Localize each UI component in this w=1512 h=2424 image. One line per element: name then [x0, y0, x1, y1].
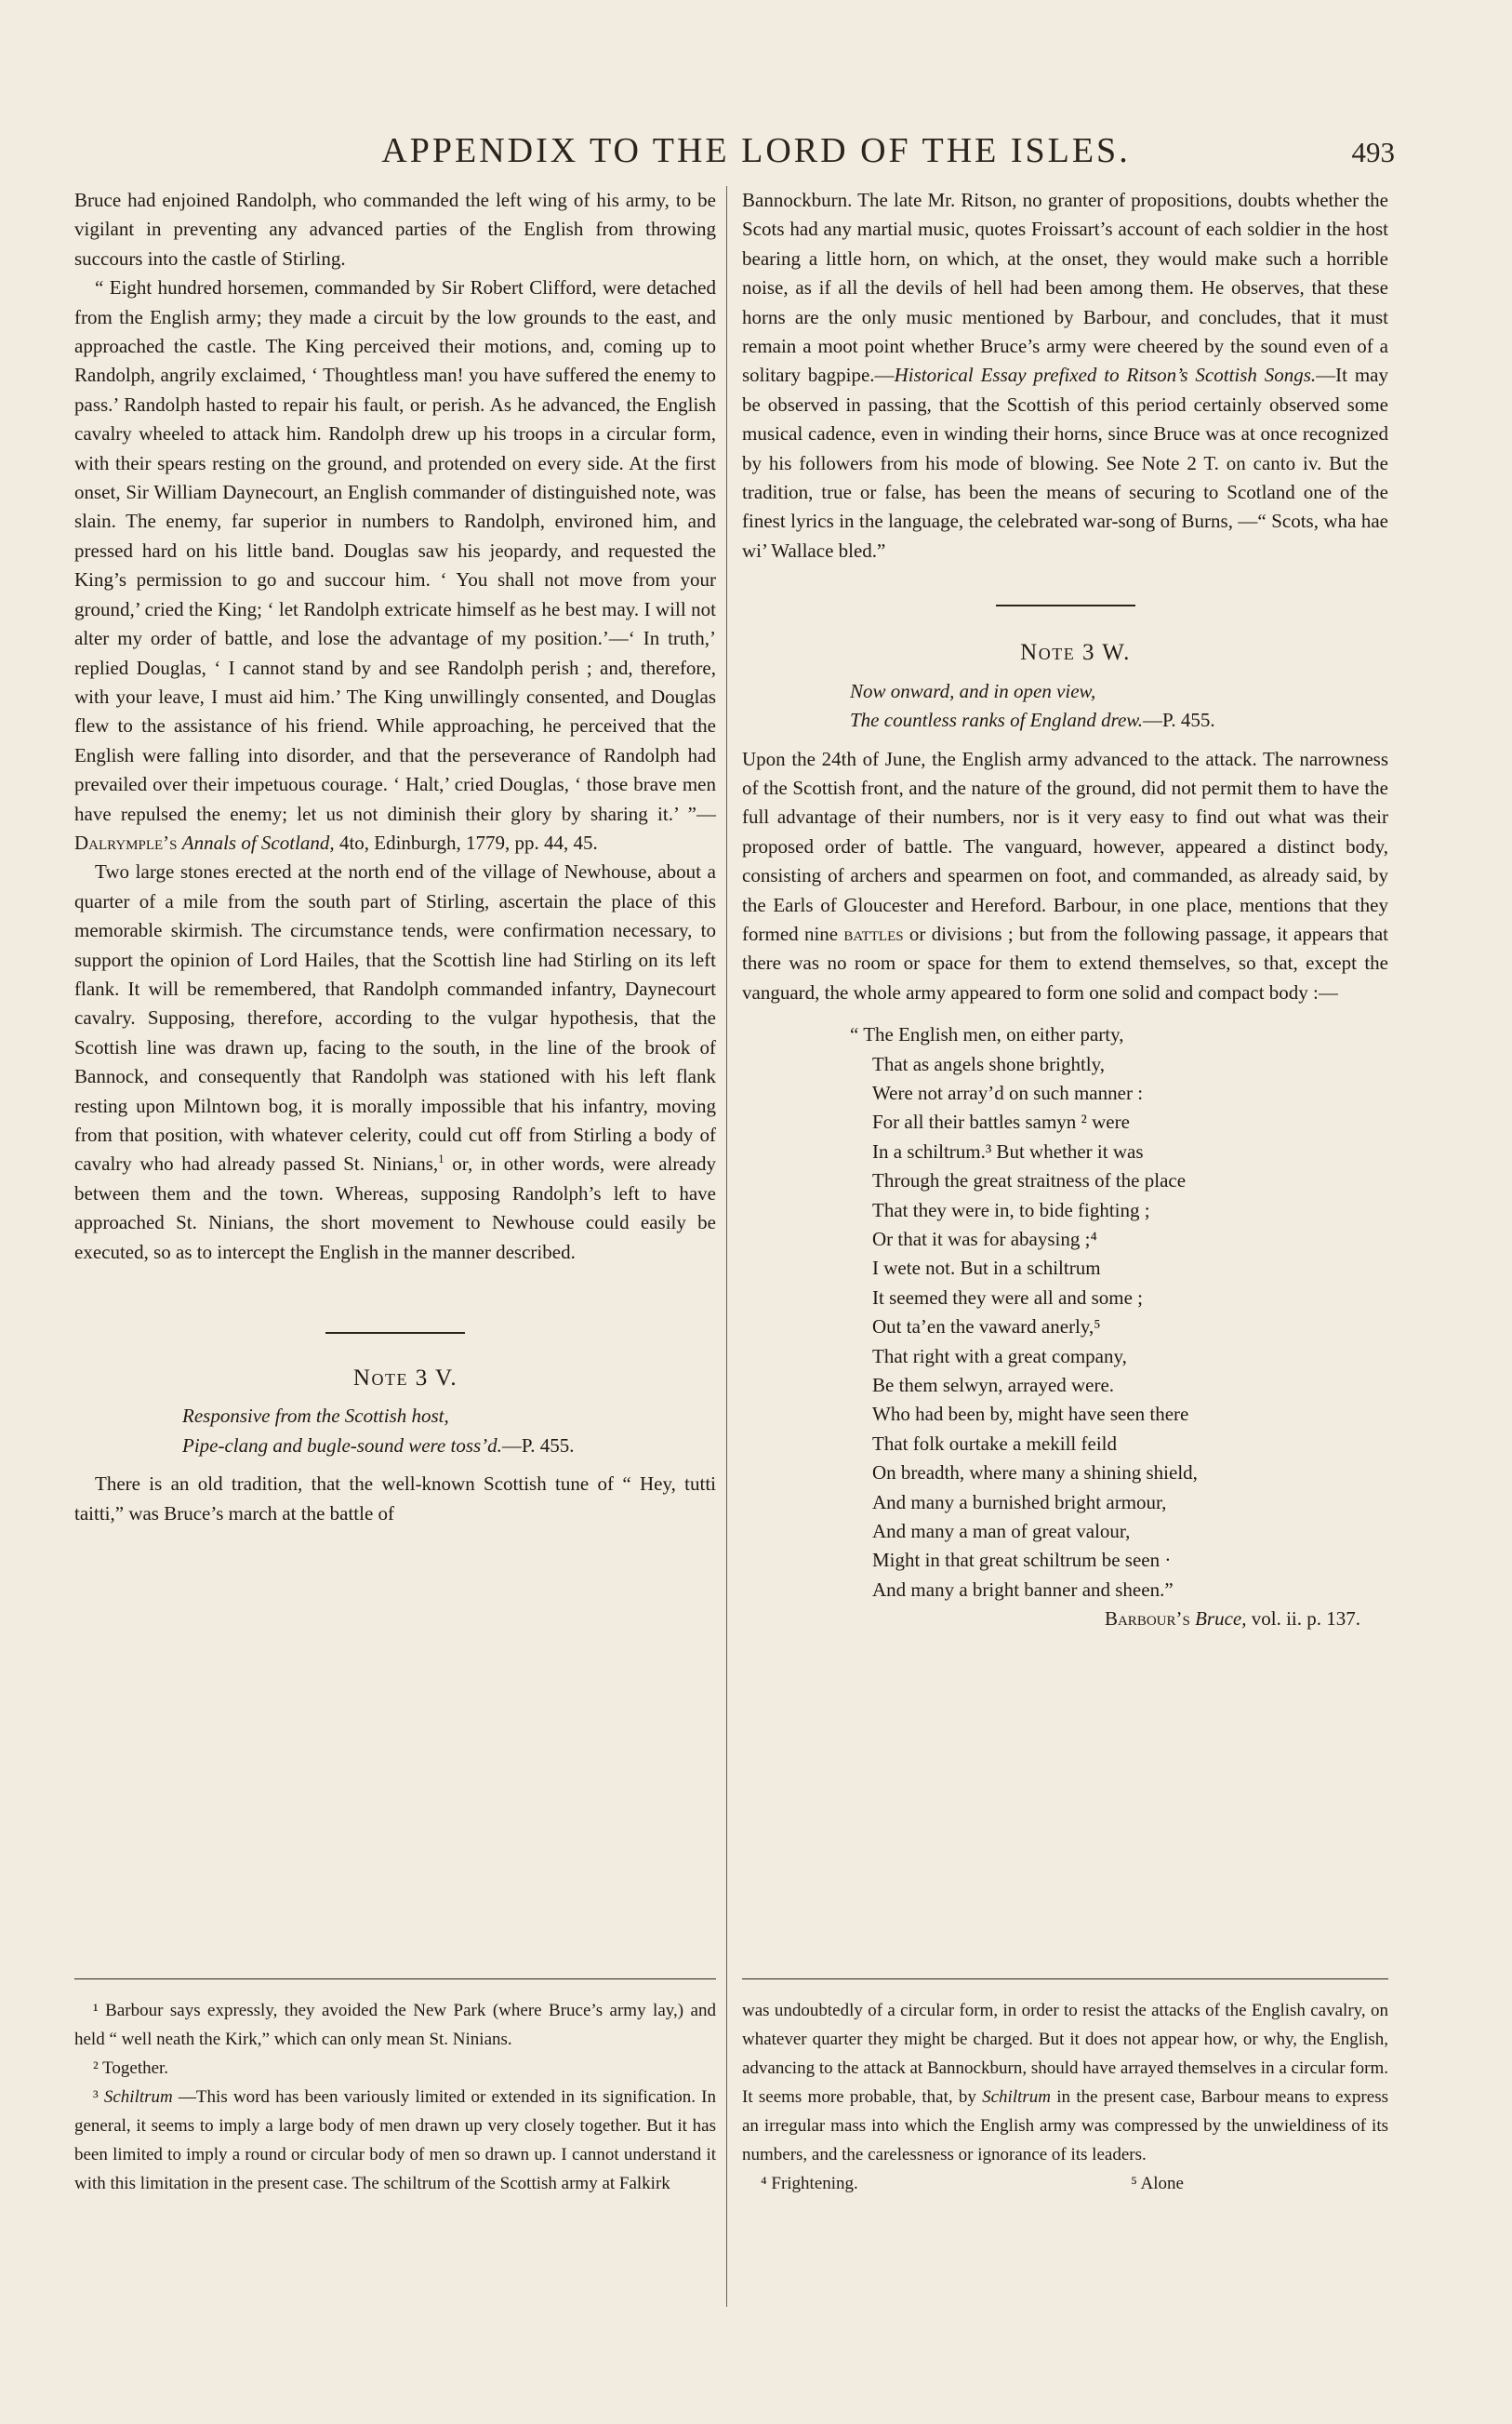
- paragraph-text: Bannockburn. The late Mr. Ritson, no granter of propositions, doubts whether the Scots had any martial music, quotes Froissart’s account of each soldier in the host bearing a little horn, on which, at the onset, they would make such a horrible noise, as if all the devils of hell had been among them. He observes, that these horns are the only music mentioned by Barbour, and concludes, that it must remain a moot point whether Bruce’s army were cheered by the sound even of a solitary bagpipe.—: [742, 189, 1388, 387]
- footnote-text: was undoubtedly of a circular form, in order to resist the attacks of the English cavalry, on whatever quarter they might be charged. But it does not appear how, or why, the English, advancing to the attack at Bannockburn, should have arrayed themselves in a circular form. It seems more probable, that, by: [742, 2001, 1388, 2107]
- footnote-rule: [742, 1978, 1388, 1979]
- verse-line: Through the great straitness of the place: [872, 1169, 1187, 1192]
- verse-line: Be them selwyn, arrayed were.: [872, 1374, 1115, 1397]
- verse-quotation: [742, 1020, 1388, 1605]
- verse-line: That folk ourtake a mekill feild: [872, 1432, 1117, 1455]
- epigraph-line: [74, 1432, 716, 1460]
- footnote-text: in the present case, Barbour means to express an irregular mass into which the English army was compressed by the unwieldiness of its numbers, and the carelessness or ignorance of its leaders.: [742, 2087, 1388, 2164]
- verse-line: On breadth, where many a shining shield,: [872, 1461, 1198, 1485]
- footnote-number: ³: [93, 2087, 104, 2107]
- verse-line: Might in that great schiltrum be seen ·: [872, 1549, 1172, 1572]
- running-title: APPENDIX TO THE LORD OF THE ISLES.: [381, 131, 1131, 170]
- page-number: 493: [1351, 136, 1395, 168]
- citation-details: 4to, Edinburgh, 1779, pp. 44, 45.: [334, 831, 598, 854]
- footnote-term: Schiltrum: [103, 2087, 173, 2107]
- page-reference: —P. 455.: [501, 1433, 575, 1457]
- epigraph-line: [742, 706, 1388, 735]
- footnote-pair: [742, 2169, 1388, 2198]
- verse-line: It seemed they were all and some ;: [872, 1285, 1143, 1309]
- verse-citation: [742, 1605, 1388, 1633]
- paragraph-text: or divisions ; but from the following passage, it appears that there was no room or space for them to extend themselves, so that, except the vanguard, the whole army appeared to form one solid and compact body :—: [742, 922, 1388, 1004]
- verse-line: Were not array’d on such manner :: [872, 1081, 1144, 1104]
- epigraph-text: The countless ranks of England drew.: [850, 709, 1143, 732]
- paragraph-text: —It may be observed in passing, that the Scottish of this period certainly observed some musical cadence, even in winding their horns, since Bruce was at once recognized by his followers from his mode of blowing. See Note 2 T. on canto iv. But the tradition, true or false, has been the means of securing to Scotland one of the finest lyrics in the language, the celebrated war-song of Burns, —“ Scots, wha hae wi’ Wallace bled.”: [742, 364, 1388, 562]
- footnote: ² Together.: [93, 2058, 169, 2078]
- paragraph: [74, 858, 716, 1267]
- verse-line: And many a burnished bright armour,: [872, 1490, 1167, 1513]
- verse-line: Or that it was for abaysing ;⁴: [872, 1228, 1097, 1250]
- verse-line: For all their battles samyn ² were: [872, 1111, 1130, 1134]
- citation-work: Annals of Scotland,: [181, 831, 335, 854]
- footnote-term: Schiltrum: [982, 2087, 1052, 2107]
- quotation-text: “ Eight hundred horsemen, commanded by Sir Robert Clifford, were detached from the English army; they made a circuit by the low grounds to the east, and approached the castle. The King perceived their motions, and, coming up to Randolph, angrily exclaimed, ‘ Thoughtless man! you have suffered the enemy to pass.’ Randolph hasted to repair his fault, or perish. As he advanced, the English cavalry wheeled to attack him. Randolph drew up his troops in a circular form, with their spears resting on the ground, and protended on every side. At the first onset, Sir William Daynecourt, an English commander of distinguished note, was slain. The enemy, far superior in numbers to Randolph, environed him, and pressed hard on his little band. Douglas saw his jeopardy, and requested the King’s permission to go and succour him. ‘ You shall not move from your ground,’ cried the King; ‘ let Randolph extricate himself as he best may. I will not alter my order of battle, and lose the advantage of my position.’—‘ In truth,’ replied Douglas, ‘ I cannot stand by and see Randolph perish ; and, therefore, with your leave, I must aid him.’ The King unwillingly consented, and Douglas flew to the assistance of his friend. While approaching, he perceived that the English were falling into disorder, and that the perseverance of Randolph had prevailed over their impetuous courage. ‘ Halt,’ cried Douglas, ‘ those brave men have repulsed the enemy; let us not diminish their glory by sharing it.’ ”—: [74, 276, 716, 825]
- verse-line: I wete not. But in a schiltrum: [872, 1257, 1101, 1280]
- footnotes-right: [742, 1996, 1388, 2198]
- footnote: [74, 2083, 716, 2198]
- verse-line: In a schiltrum.³ But whether it was: [872, 1139, 1144, 1163]
- paragraph-text: Upon the 24th of June, the English army advanced to the attack. The narrowness of the Scottish front, and the nature of the ground, did not permit them to have the full advantage of their numbers, nor is it very easy to find out what was their proposed order of battle. The vanguard, however, appeared a distinct body, consisting of archers and spearmen on foot, and commanded, as already said, by the Earls of Gloucester and Hereford. Barbour, in one place, mentions that they formed nine: [742, 747, 1388, 945]
- verse-line: “ The English men, on either party,: [850, 1023, 1124, 1046]
- epigraph-line: Now onward, and in open view,: [850, 679, 1096, 702]
- footnote: ⁴ Frightening.: [761, 2174, 858, 2193]
- citation-author: Barbour’s: [1104, 1607, 1190, 1631]
- paragraph: Bruce had enjoined Randolph, who commanded the left wing of his army, to be vigilant in preventing any advanced parties of the English from throwing succours into the castle of Stirling.: [74, 189, 716, 270]
- paragraph: [742, 186, 1388, 566]
- note-heading: Note 3 W.: [1020, 640, 1131, 666]
- paragraph-text: Two large stones erected at the north end of the village of Newhouse, about a quarter of a mile from the south part of Stirling, ascertain the place of this memorable skirmish. The circumstance tends, were confirmation necessary, to support the opinion of Lord Hailes, that the Scottish line had Stirling on its left flank. It will be remembered, that Randolph commanded infantry, Daynecourt cavalry. Supposing, therefore, according to the vulgar hypothesis, that the Scottish line was drawn up, facing to the south, in the line of the brook of Bannock, and consequently that Randolph was stationed with his left flank resting upon Milntown bog, it is morally impossible that his infantry, moving from that position, with whatever celerity, could cut off from Stirling a body of cavalry who had already passed St. Ninians,: [74, 860, 716, 1176]
- epigraph-line: Responsive from the Scottish host,: [182, 1405, 449, 1428]
- footnotes-left: [74, 1996, 716, 2198]
- footnote-marker: 1: [438, 1152, 444, 1166]
- verse-line: And many a man of great valour,: [872, 1520, 1131, 1543]
- page-header: [0, 130, 1512, 177]
- note-heading: Note 3 V.: [352, 1365, 458, 1392]
- citation-details: vol. ii. p. 137.: [1246, 1607, 1360, 1631]
- small-caps-term: battles: [843, 922, 904, 945]
- citation-work: Bruce,: [1195, 1607, 1247, 1631]
- citation-work: Historical Essay prefixed to Ritson’s Scottish Songs.: [894, 364, 1317, 387]
- epigraph-text: Pipe-clang and bugle-sound were toss’d.: [182, 1433, 502, 1457]
- paragraph: [742, 745, 1388, 1008]
- verse-line: That as angels shone brightly,: [872, 1052, 1106, 1075]
- paragraph: There is an old tradition, that the well-known Scottish tune of “ Hey, tutti taitti,” was Bruce’s march at the battle of: [74, 1472, 716, 1525]
- right-column: [742, 186, 1388, 1634]
- citation-author: Dalrymple’s: [74, 831, 178, 854]
- verse-line: And many a bright banner and sheen.”: [872, 1578, 1174, 1601]
- verse-line: Out ta’en the vaward anerly,⁵: [872, 1315, 1101, 1339]
- verse-line: That right with a great company,: [872, 1344, 1127, 1367]
- footnote: ⁵ Alone: [1131, 2174, 1184, 2193]
- footnote-continuation: [742, 1996, 1388, 2169]
- verse-line: Who had been by, might have seen there: [872, 1403, 1189, 1426]
- footnote-text: —This word has been variously limited or extended in its signification. In general, it seems to imply a large body of men drawn up very closely together. But it has been limited to imply a round or circular body of men so drawn up. I cannot understand it with this limitation in the present case. The schiltrum of the Scottish army at Falkirk: [74, 2087, 716, 2193]
- column-divider: [726, 186, 727, 2307]
- footnote: ¹ Barbour says expressly, they avoided the New Park (where Bruce’s army lay,) and held “ well neath the Kirk,” which can only mean St. Ninians.: [74, 2001, 716, 2049]
- left-column: [74, 186, 716, 1528]
- verse-line: That they were in, to bide fighting ;: [872, 1198, 1150, 1221]
- page-reference: —P. 455.: [1142, 709, 1215, 732]
- paragraph: [74, 273, 716, 858]
- footnote-rule: [74, 1978, 716, 1979]
- paragraph-text: or, in other words, were already between them and the town. Whereas, supposing Randolph’s left to have approached St. Ninians, the short movement to Newhouse could easily be executed, so as to intercept the English in the manner described.: [74, 1152, 716, 1263]
